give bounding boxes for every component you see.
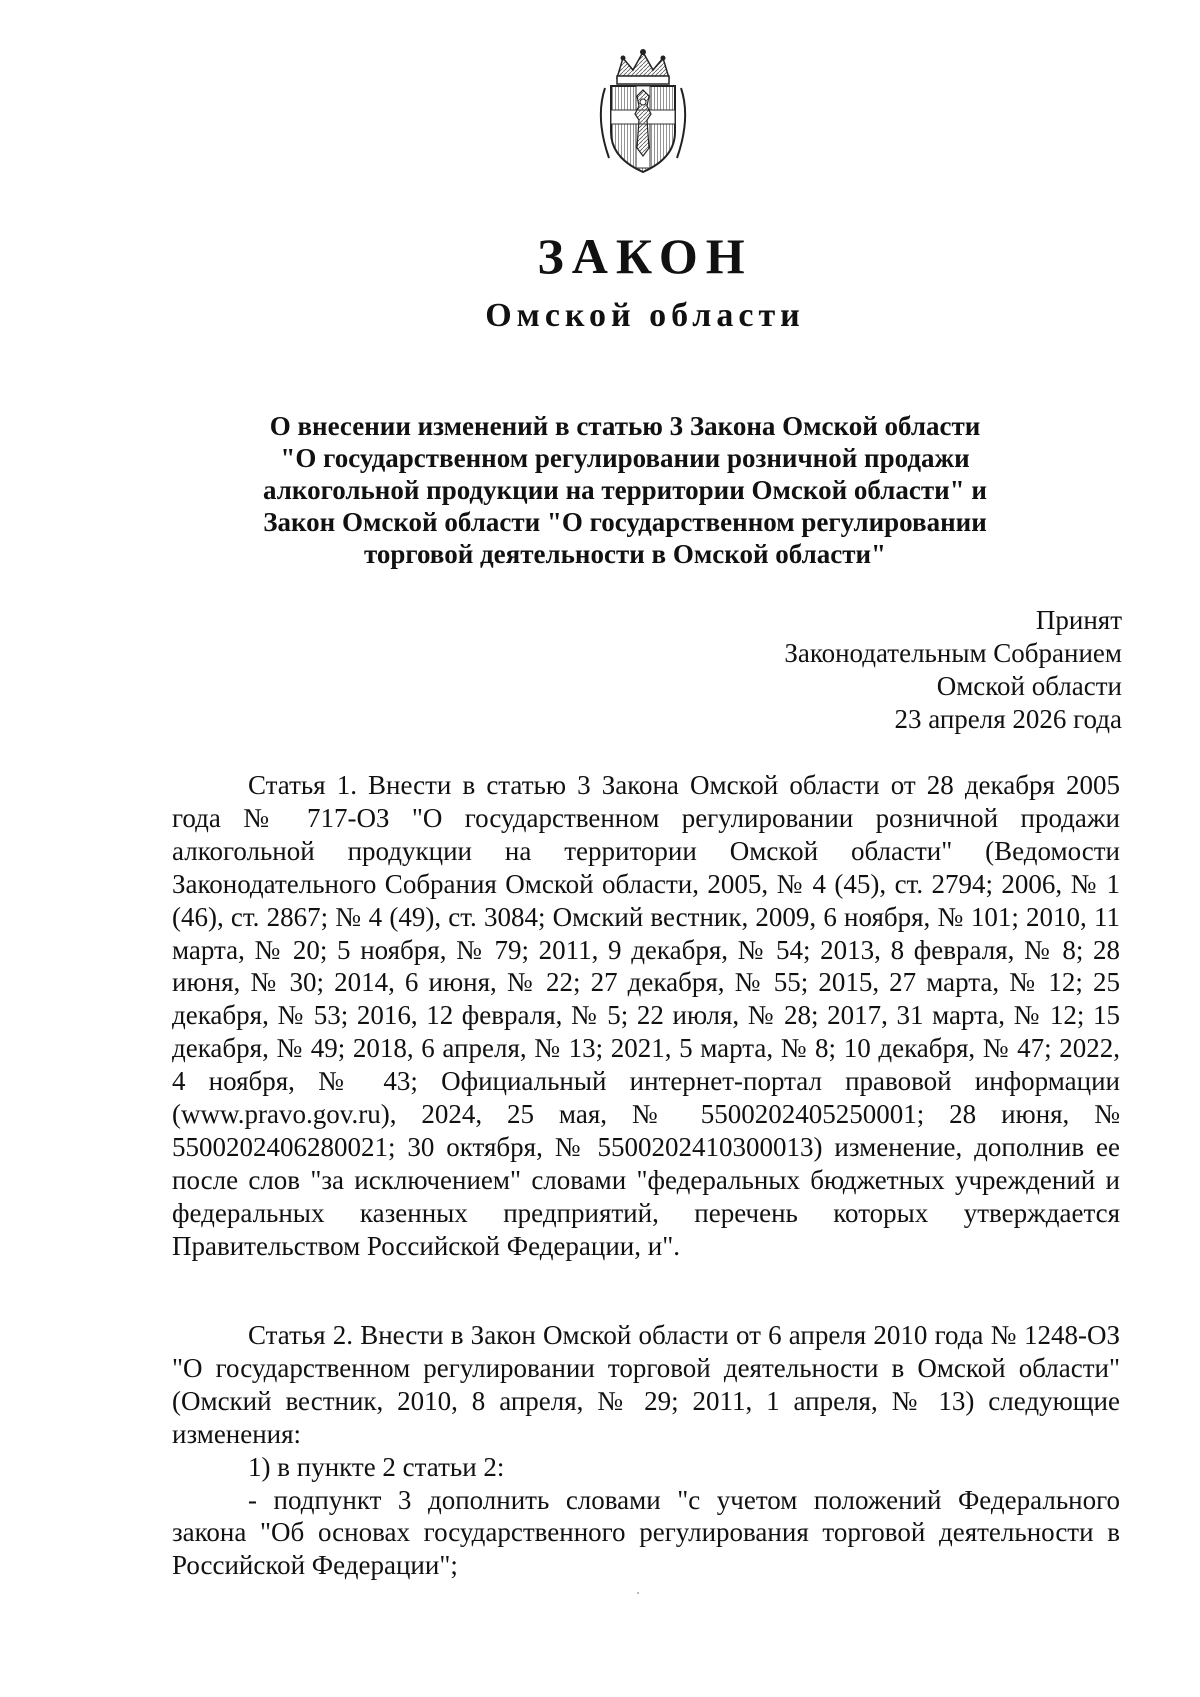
adoption-date: 23 апреля 2026 года: [894, 704, 1122, 734]
law-title: ЗАКОН: [537, 228, 753, 284]
law-heading: [200, 410, 1050, 570]
article-2: [172, 1319, 1120, 1582]
law-region: Омской области: [485, 297, 805, 334]
article-2-item-1: 1) в пункте 2 статьи 2:: [248, 1451, 505, 1482]
heading-line: алкогольной продукции на территории Омской области" и: [263, 475, 987, 505]
heading-line: Закон Омской области "О государственном регулировании: [263, 507, 987, 537]
adoption-line: Омской области: [936, 671, 1122, 701]
heading-line: "О государственном регулировании розничной продажи: [280, 443, 970, 473]
adoption-block: [784, 604, 1122, 736]
coat-of-arms-icon: [587, 48, 699, 176]
article-1: [172, 769, 1120, 1263]
heading-line: О внесении изменений в статью 3 Закона Омской области: [269, 411, 981, 441]
article-1-text: Статья 1. Внести в статью 3 Закона Омской области от 28 декабря 2005 года № 717-ОЗ "О государственном регулировании розничной продажи алкогольной продукции на территории Омской области" (Ведомости Законодательного Собрания Омской области, 2005, № 4 (45), ст. 2794; 2006, № 1 (46), ст. 2867; № 4 (49), ст. 3084; Омский вестник, 2009, 6 ноября, № 101; 2010, 11 марта, № 20; 5 ноября, № 79; 2011, 9 декабря, № 54; 2013, 8 февраля, № 8; 28 июня, № 30; 2014, 6 июня, № 22; 27 декабря, № 55; 2015, 27 марта, № 12; 25 декабря, № 53; 2016, 12 февраля, № 5; 22 июля, № 28; 2017, 31 марта, № 12; 15 декабря, № 49; 2018, 6 апреля, № 13; 2021, 5 марта, № 8; 10 декабря, № 47; 2022, 4 ноября, № 43; Официальный интернет-портал правовой информации (www.pravo.gov.ru), 2024, 25 мая, № 5500202405250001; 28 июня, № 5500202406280021; 30 октября, № 5500202410300013) изменение, дополнив ее после слов "за исключением" словами "федеральных бюджетных учреждений и федеральных казенных предприятий, перечень которых утверждается Правительством Российской Федерации, и".: [172, 770, 1120, 1261]
adoption-line: Принят: [1035, 605, 1122, 635]
adoption-line: Законодательным Собранием: [784, 638, 1122, 668]
article-2-intro: Статья 2. Внести в Закон Омской области от 6 апреля 2010 года № 1248-ОЗ "О государственном регулировании торговой деятельности в Омской области" (Омский вестник, 2010, 8 апреля, № 29; 2011, 1 апреля, № 13) следующие изменения:: [172, 1320, 1120, 1449]
article-2-item-1-sub: - подпункт 3 дополнить словами "с учетом положений Федерального закона "Об основах государственного регулирования торговой деятельности в Российской Федерации";: [172, 1484, 1120, 1581]
scan-artifact: [637, 1592, 639, 1594]
heading-line: торговой деятельности в Омской области": [363, 539, 887, 569]
